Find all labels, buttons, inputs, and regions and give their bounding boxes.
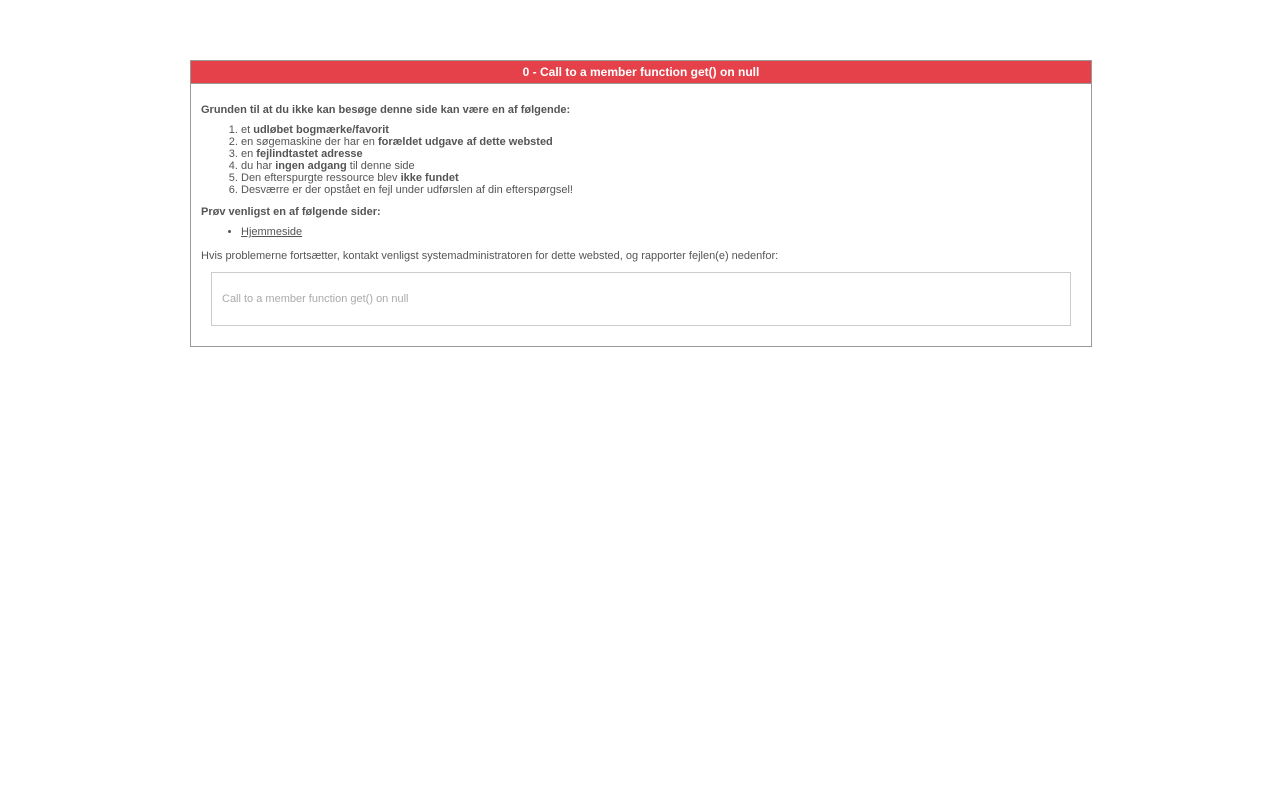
reason-item xyxy=(241,172,1081,184)
reason-text: en xyxy=(241,148,257,160)
reason-emphasis: ingen adgang xyxy=(275,160,347,172)
reason-item xyxy=(241,148,1081,160)
error-title: 0 - Call to a member function get() on null xyxy=(191,61,1091,84)
reason-text: en søgemaskine der har en xyxy=(241,136,378,148)
reason-emphasis: udløbet bogmærke/favorit xyxy=(253,124,389,136)
contact-text: Hvis problemerne fortsætter, kontakt venligst systemadministratoren for dette websted, og rapporter fejlen(e) nedenfor: xyxy=(201,250,779,262)
reason-text: et xyxy=(241,124,254,136)
error-detail-text: Call to a member function get() on null xyxy=(222,293,409,305)
reason-item xyxy=(241,136,1081,148)
reason-text: Den efterspurgte ressource blev xyxy=(241,172,401,184)
reasons-list xyxy=(201,124,1081,196)
try-pages-heading: Prøv venligst en af følgende sider: xyxy=(201,206,381,218)
reason-text: Desværre er der opstået en fejl under udførslen af din efterspørgsel! xyxy=(241,184,573,196)
home-link[interactable]: Hjemmeside xyxy=(241,226,303,238)
reason-item xyxy=(241,184,1081,196)
reason-item xyxy=(241,160,1081,172)
reason-emphasis: ikke fundet xyxy=(400,172,459,184)
error-detail-box xyxy=(211,272,1071,326)
error-content xyxy=(191,84,1091,346)
reason-emphasis: forældet udgave af dette websted xyxy=(377,136,553,148)
reason-emphasis: fejlindtastet adresse xyxy=(256,148,363,160)
reasons-heading: Grunden til at du ikke kan besøge denne side kan være en af følgende: xyxy=(201,104,571,116)
reason-text-suffix: til denne side xyxy=(346,160,415,172)
try-pages-list xyxy=(201,226,1081,238)
reason-text: du har xyxy=(241,160,276,172)
list-item xyxy=(241,226,1081,238)
error-panel xyxy=(190,60,1092,347)
reason-item xyxy=(241,124,1081,136)
